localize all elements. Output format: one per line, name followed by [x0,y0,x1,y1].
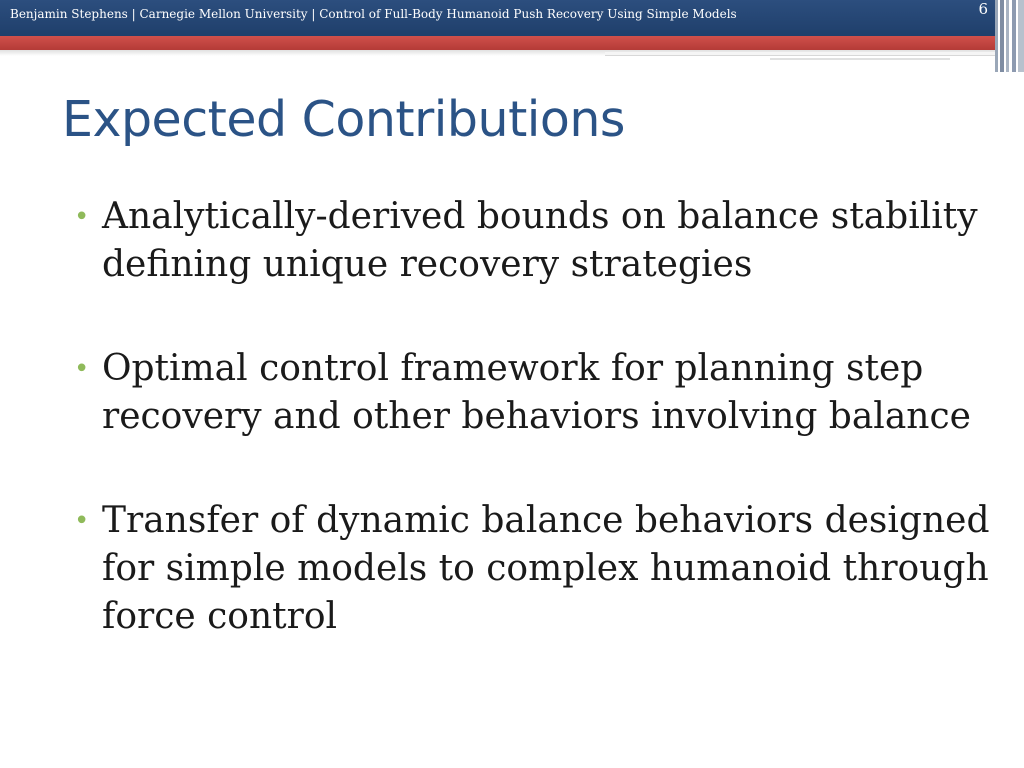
right-edge-stripes [995,0,1024,72]
presentation-footer: Benjamin Stephens | Carnegie Mellon University | Control of Full-Body Humanoid Push Recovery Using Simple Models [10,7,737,21]
bullet-text: Transfer of dynamic balance behaviors designed for simple models to complex humanoid through force control [102,500,990,637]
header-decor-line [605,52,995,56]
bullet-item [74,193,994,289]
header-decor-line [770,58,950,60]
bullet-item [74,345,994,441]
bullet-text: Analytically-derived bounds on balance stability defining unique recovery strategies [102,196,978,285]
bullet-item [74,497,994,641]
bullet-text: Optimal control framework for planning step recovery and other behaviors involving balance [102,348,971,437]
slide-title: Expected Contributions [62,91,625,148]
header-accent-bar [0,36,995,50]
slide-number: 6 [978,0,988,18]
bullet-dot-icon: • [74,354,90,384]
bullet-dot-icon: • [74,506,90,536]
bullet-list [74,193,994,697]
bullet-dot-icon: • [74,202,90,232]
